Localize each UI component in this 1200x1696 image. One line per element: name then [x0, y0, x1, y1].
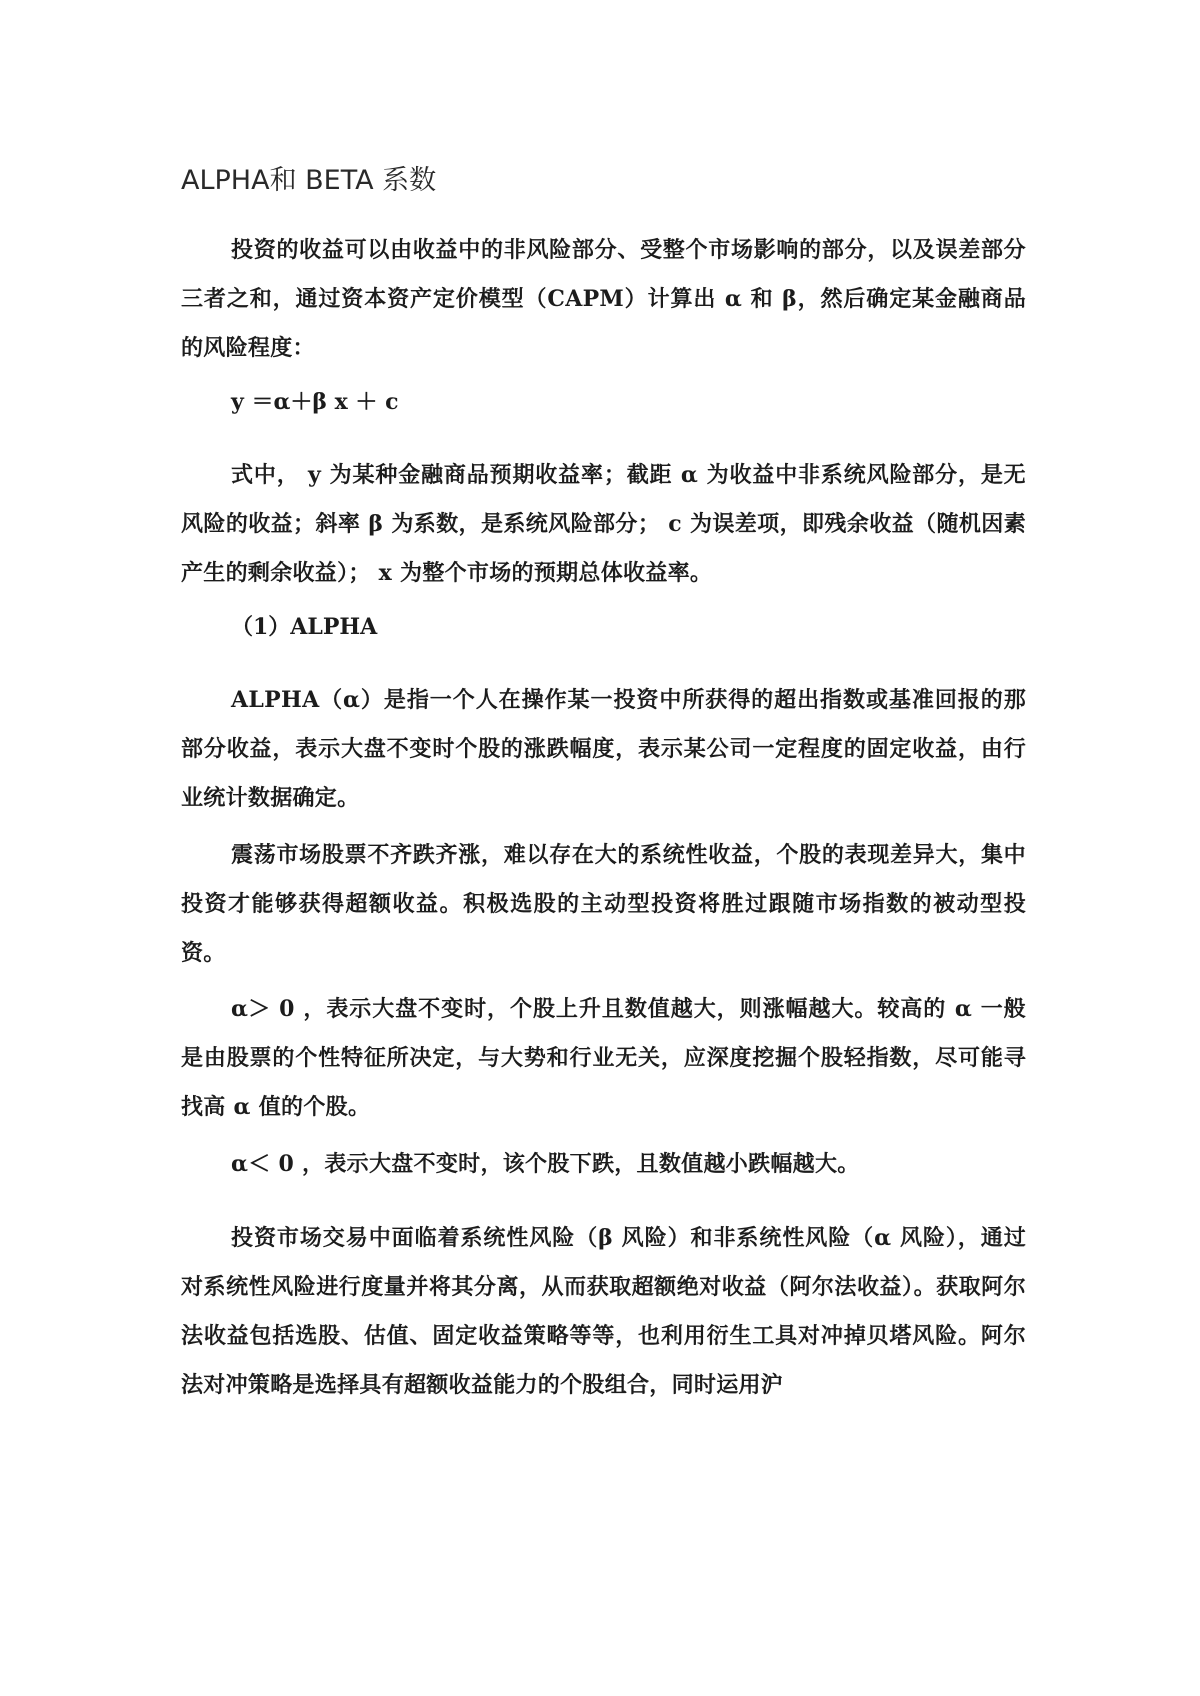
paragraph-formula-explanation: 式中， y 为某种金融商品预期收益率；截距 α 为收益中非系统风险部分，是无风险的收益；斜率 β 为系数，是系统风险部分； c 为误差项，即残余收益（随机因素产生的剩余收益）； x 为整个市场的预期总体收益率。	[181, 462, 1026, 586]
formula: y ＝α＋β x ＋ c	[231, 389, 399, 415]
paragraph-alpha-negative: α＜ 0 ，表示大盘不变时，该个股下跌，且数值越小跌幅越大。	[231, 1151, 860, 1177]
paragraph-capm-intro: 投资的收益可以由收益中的非风险部分、受整个市场影响的部分，以及误差部分三者之和，通过资本资产定价模型（CAPM）计算出 α 和 β，然后确定某金融商品的风险程度：	[181, 237, 1026, 361]
document-title: ALPHA和 BETA 系数	[181, 165, 437, 196]
paragraph-alpha-definition: ALPHA（α）是指一个人在操作某一投资中所获得的超出指数或基准回报的那部分收益，表示大盘不变时个股的涨跌幅度，表示某公司一定程度的固定收益，由行业统计数据确定。	[181, 687, 1026, 811]
paragraph-volatile-market: 震荡市场股票不齐跌齐涨，难以存在大的系统性收益，个股的表现差异大，集中投资才能够获得超额收益。积极选股的主动型投资将胜过跟随市场指数的被动型投资。	[181, 842, 1026, 966]
paragraph-alpha-positive: α＞ 0 ，表示大盘不变时，个股上升且数值越大，则涨幅越大。较高的 α 一般是由股票的个性特征所决定，与大势和行业无关，应深度挖掘个股轻指数，尽可能寻找高 α 值的个股。	[181, 996, 1026, 1120]
paragraph-risk-hedging: 投资市场交易中面临着系统性风险（β 风险）和非系统性风险（α 风险），通过对系统性风险进行度量并将其分离，从而获取超额绝对收益（阿尔法收益）。获取阿尔法收益包括选股、估值、固定收益策略等等，也利用衍生工具对冲掉贝塔风险。阿尔法对冲策略是选择具有超额收益能力的个股组合，同时运用沪	[181, 1225, 1026, 1398]
section-heading-alpha: （1）ALPHA	[231, 614, 378, 640]
